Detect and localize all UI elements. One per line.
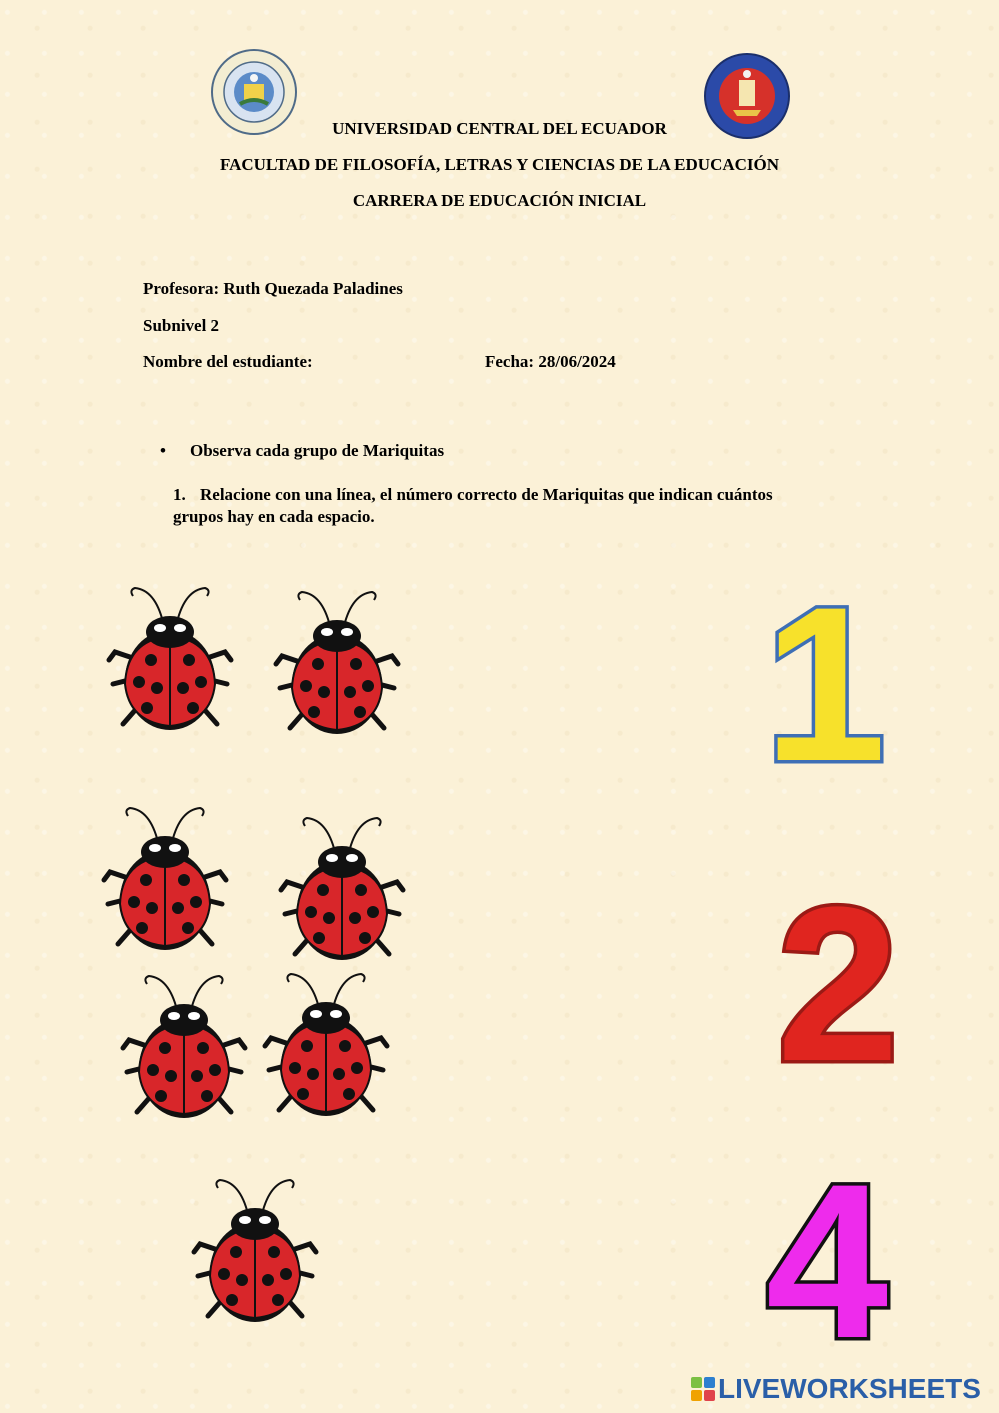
ladybug-icon	[261, 966, 391, 1126]
bullet-instruction: Observa cada grupo de Mariquitas	[190, 441, 445, 460]
liveworksheets-label: LIVEWORKSHEETS	[718, 1373, 981, 1404]
bullet-marker: •	[160, 441, 166, 460]
ladybug-group-4	[95, 800, 425, 1130]
ladybug-icon	[272, 584, 402, 744]
number-1-target[interactable]	[760, 590, 890, 780]
number-2-label: 2	[776, 895, 900, 1075]
teacher-line: Profesora: Ruth Quezada Paladines	[143, 279, 403, 298]
ladybug-icon	[100, 800, 230, 960]
step-number: 1.	[173, 485, 186, 504]
number-4-label: 4	[765, 1165, 889, 1350]
number-4-target[interactable]	[752, 1165, 902, 1350]
level-line: Subnivel 2	[143, 316, 220, 335]
student-name-label: Nombre del estudiante:	[143, 352, 313, 371]
ladybug-icon	[119, 968, 249, 1128]
faculty-title: FACULTAD DE FILOSOFÍA, LETRAS Y CIENCIAS DE LA EDUCACIÓN	[219, 155, 780, 174]
number-2-target[interactable]	[768, 895, 908, 1075]
university-title: UNIVERSIDAD CENTRAL DEL ECUADOR	[332, 119, 667, 138]
date-line: Fecha: 28/06/2024	[485, 352, 616, 371]
ladybug-group-2	[100, 580, 420, 750]
ladybug-group-1	[185, 1172, 345, 1342]
step-instruction-line2: grupos hay en cada espacio.	[173, 507, 375, 526]
ladybug-icon	[105, 580, 235, 740]
liveworksheets-logo-icon	[690, 1376, 716, 1402]
step-instruction-line1: Relacione con una línea, el número correcto de Mariquitas que indican cuántos	[200, 485, 773, 504]
number-1-label: 1	[763, 590, 887, 780]
liveworksheets-brand	[690, 1372, 981, 1406]
career-title: CARRERA DE EDUCACIÓN INICIAL	[352, 191, 647, 210]
ladybug-icon	[190, 1172, 320, 1332]
ladybug-icon	[277, 810, 407, 970]
